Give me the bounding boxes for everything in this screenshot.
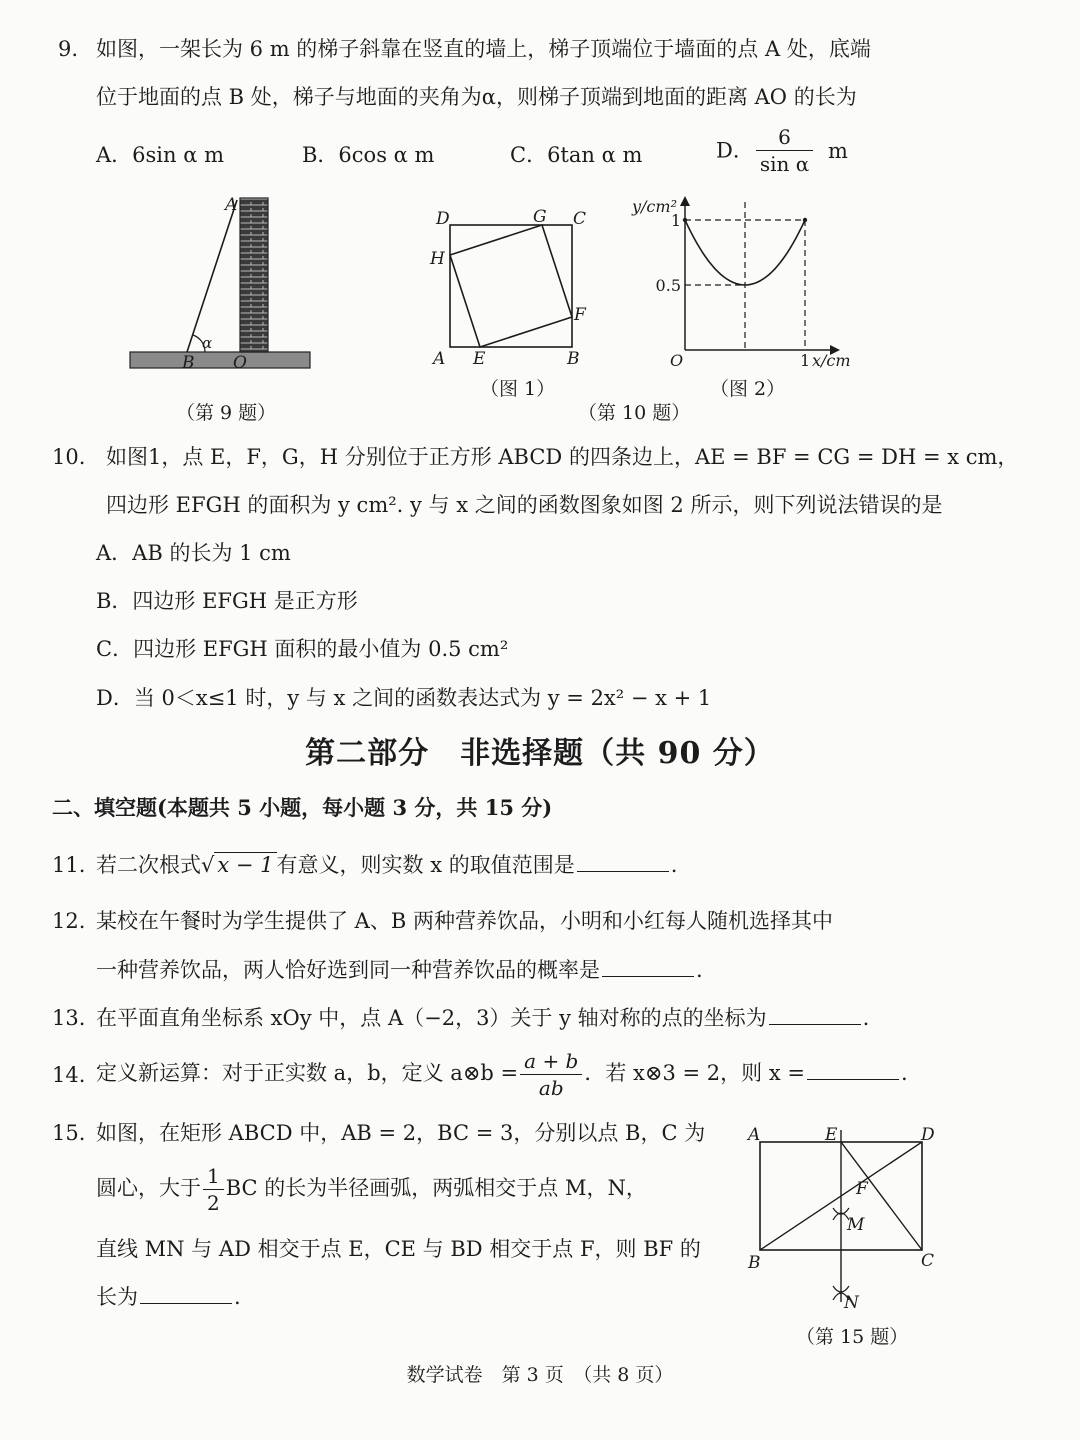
q9-option-d-unit: m xyxy=(827,138,848,163)
q9-stem-line2: 位于地面的点 B 处，梯子与地面的夹角为α，则梯子顶端到地面的距离 AO 的长为 xyxy=(96,85,857,109)
q12-number: 12. xyxy=(52,909,86,933)
q9-wall xyxy=(240,198,268,352)
q11-answer-blank[interactable] xyxy=(577,851,669,872)
q14-number: 14. xyxy=(52,1063,86,1087)
q9-option-d-denominator: sin α xyxy=(759,152,810,176)
q9-number: 9. xyxy=(58,37,79,61)
q15-label-E: E xyxy=(825,1125,838,1145)
q15-line4 xyxy=(96,1282,241,1312)
q13-end: . xyxy=(862,1006,870,1030)
q9-ladder xyxy=(187,200,237,352)
q15-half-num: 1 xyxy=(203,1163,224,1190)
q9-option-c: C．6tan α m xyxy=(510,143,643,167)
chart-y-tick-0.5: 0.5 xyxy=(655,276,681,295)
q15-label-F: F xyxy=(856,1179,868,1199)
q9-option-b: B．6cos α m xyxy=(302,143,435,167)
q12-answer-blank[interactable] xyxy=(602,956,694,977)
chart-y-arrow xyxy=(680,196,690,206)
q14-end: . xyxy=(900,1061,908,1085)
q10-label-B: B xyxy=(567,349,580,369)
q9-label-B: B xyxy=(182,353,195,373)
q15-line1: 如图，在矩形 ABCD 中，AB = 2，BC = 3，分别以点 B，C 为 xyxy=(96,1121,706,1145)
q15-label-D: D xyxy=(921,1125,935,1145)
q15-line2 xyxy=(96,1160,647,1216)
q10-stem-line1: 如图1，点 E，F，G，H 分别位于正方形 ABCD 的四条边上，AE = BF = CG = DH = x cm， xyxy=(106,445,1019,469)
q10-option-d: D．当 0＜x≤1 时，y 与 x 之间的函数表达式为 y = 2x² − x + 1 xyxy=(96,686,712,710)
q15-line2-post: BC 的长为半径画弧，两弧相交于点 M，N， xyxy=(225,1176,647,1200)
q14-text-post: ．若 x⊗3 = 2，则 x = xyxy=(584,1061,805,1085)
q12-line2-text: 一种营养饮品，两人恰好选到同一种营养饮品的概率是 xyxy=(96,958,600,982)
part2-heading: 第二部分 非选择题（共 90 分） xyxy=(305,736,775,771)
q9-label-O: O xyxy=(233,353,247,373)
q15-label-A: A xyxy=(748,1125,761,1145)
chart-x-tick-origin: O xyxy=(670,351,684,370)
q10-label-F: F xyxy=(574,305,586,325)
q11-number: 11. xyxy=(52,853,86,877)
chart-x-label: x/cm xyxy=(812,351,851,370)
q9-label-alpha: α xyxy=(202,334,213,352)
q11-end: . xyxy=(670,853,678,877)
q10-label-D: D xyxy=(436,209,450,229)
q13-text-body: 在平面直角坐标系 xOy 中，点 A（−2，3）关于 y 轴对称的点的坐标为 xyxy=(96,1006,767,1030)
q10-stem-line2: 四边形 EFGH 的面积为 y cm². y 与 x 之间的函数图象如图 2 所示，则下列说法错误的是 xyxy=(106,493,943,517)
q9-option-d-label: D． xyxy=(716,138,754,163)
q10-option-a: A．AB 的长为 1 cm xyxy=(96,541,291,565)
q15-label-C: C xyxy=(921,1251,935,1271)
q12-line2 xyxy=(96,955,703,985)
q14-frac-den: ab xyxy=(538,1076,564,1100)
q9-option-d-fraction xyxy=(756,124,813,177)
chart-point-1 xyxy=(803,218,807,222)
q10-figure1 xyxy=(425,200,595,370)
q15-figure xyxy=(745,1120,945,1320)
q15-label-N: N xyxy=(844,1293,859,1313)
q13-text xyxy=(96,1003,869,1033)
q15-answer-blank[interactable] xyxy=(140,1283,232,1304)
q11-text-post: 有意义，则实数 x 的取值范围是 xyxy=(276,853,575,877)
q14-answer-blank[interactable] xyxy=(807,1059,899,1080)
q15-caption: （第 15 题） xyxy=(796,1326,909,1348)
q10-caption: （第 10 题） xyxy=(578,402,691,424)
q9-figure xyxy=(125,190,325,380)
q15-label-B: B xyxy=(748,1253,761,1273)
q15-half-fraction xyxy=(203,1163,224,1216)
q10-square-EFGH xyxy=(450,225,572,347)
q10-label-C: C xyxy=(573,209,587,229)
q11-radicand: x − 1 xyxy=(214,852,276,877)
q9-stem-line1: 如图，一架长为 6 m 的梯子斜靠在竖直的墙上，梯子顶端位于墙面的点 A 处，底端 xyxy=(96,37,871,61)
q9-label-A: A xyxy=(225,195,238,215)
q10-number: 10. xyxy=(52,445,86,469)
q9-option-d-numerator: 6 xyxy=(756,124,813,151)
chart-y-tick-1: 1 xyxy=(670,211,681,230)
q14-text-pre: 定义新运算：对于正实数 a，b，定义 a⊗b = xyxy=(96,1061,519,1085)
q10-option-c: C．四边形 EFGH 面积的最小值为 0.5 cm² xyxy=(96,637,509,661)
page-footer: 数学试卷 第 3 页 （共 8 页） xyxy=(406,1364,674,1386)
q14-fraction xyxy=(520,1048,582,1101)
q9-ground xyxy=(130,352,310,368)
q10-label-G: G xyxy=(533,207,547,227)
q15-end: . xyxy=(234,1285,241,1309)
q15-line3: 直线 MN 与 AD 相交于点 E，CE 与 BD 相交于点 F，则 BF 的 xyxy=(96,1237,701,1261)
q10-square-ABCD xyxy=(450,225,572,347)
chart-point-0 xyxy=(683,218,687,222)
q11-text-pre: 若二次根式 xyxy=(96,853,201,877)
section2-title: 二、填空题(本题共 5 小题，每小题 3 分，共 15 分) xyxy=(52,795,553,820)
q10-option-b: B．四边形 EFGH 是正方形 xyxy=(96,589,358,613)
q10-label-A: A xyxy=(433,349,446,369)
q10-label-H: H xyxy=(430,249,445,269)
q9-option-d xyxy=(716,124,848,177)
q12-end: . xyxy=(696,958,703,982)
q12-line1: 某校在午餐时为学生提供了 A、B 两种营养饮品，小明和小红每人随机选择其中 xyxy=(96,909,833,933)
q10-fig2-caption: （图 2） xyxy=(710,378,786,400)
q9-option-a: A．6sin α m xyxy=(96,143,224,167)
q10-label-E: E xyxy=(473,349,486,369)
q15-label-M: M xyxy=(847,1215,865,1235)
q13-number: 13. xyxy=(52,1006,86,1030)
q15-line4-text: 长为 xyxy=(96,1285,138,1309)
q14-text xyxy=(96,1045,908,1101)
q10-figure2-chart xyxy=(632,190,851,370)
q15-line2-pre: 圆心，大于 xyxy=(96,1176,201,1200)
q9-caption: （第 9 题） xyxy=(176,402,277,424)
chart-x-tick-1: 1 xyxy=(800,351,811,370)
q11-text: 若二次根式√ x − 1 有意义，则实数 x 的取值范围是 . xyxy=(96,853,678,877)
q10-fig1-caption: （图 1） xyxy=(480,378,556,400)
q14-frac-num: a + b xyxy=(520,1048,582,1075)
q15-half-den: 2 xyxy=(207,1191,220,1215)
q15-number: 15. xyxy=(52,1121,86,1145)
q13-answer-blank[interactable] xyxy=(769,1004,861,1025)
chart-y-label: y/cm² xyxy=(632,197,677,216)
